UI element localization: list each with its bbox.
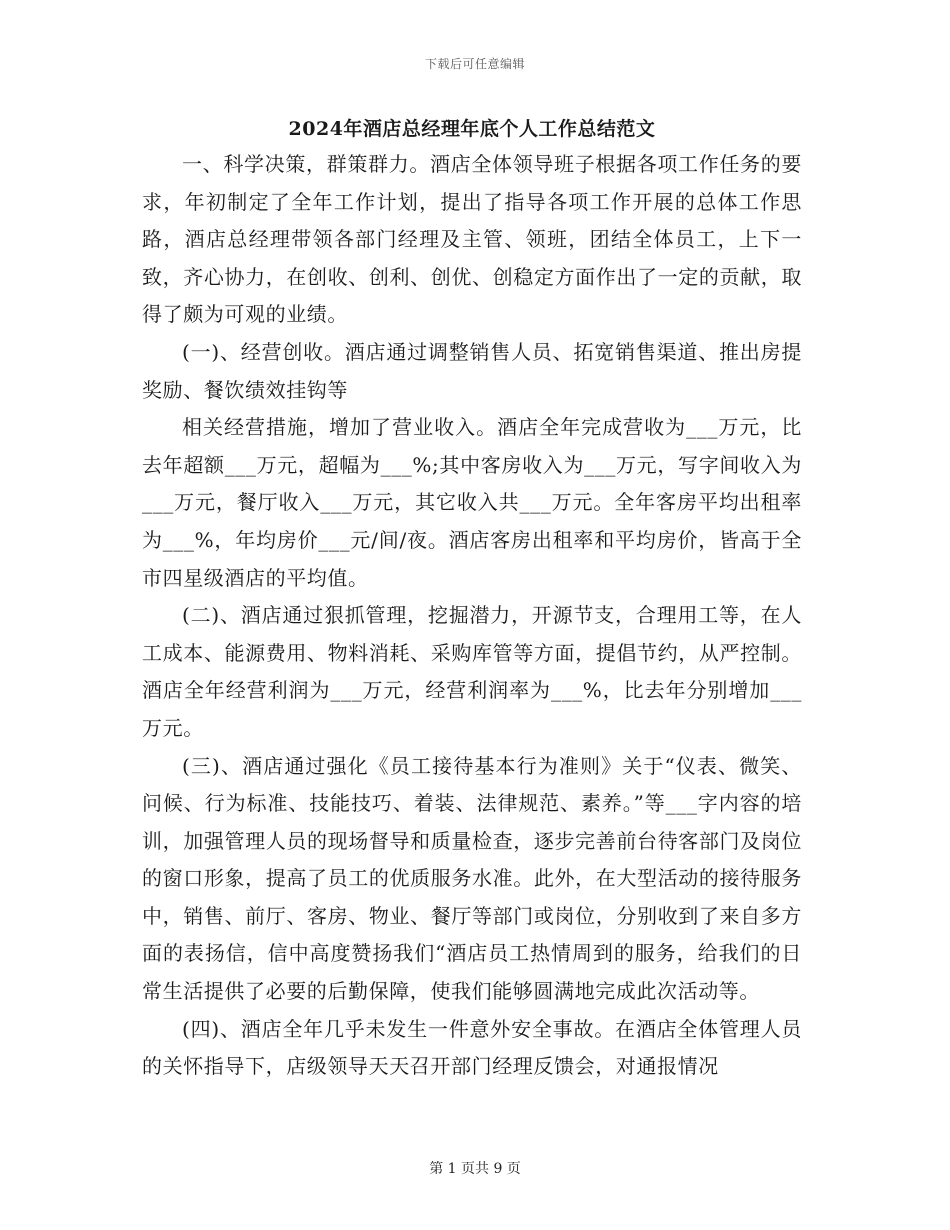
- paragraph-5: (三)、酒店通过强化《员工接待基本行为准则》关于“仪表、微笑、问候、行为标准、技能技巧、着装、法律规范、素养。”等___字内容的培训，加强管理人员的现场督导和质量检查，逐步完善前台待客部门及岗位的窗口形象，提高了员工的优质服务水准。此外，在大型活动的接待服务中，销售、前厅、客房、物业、餐厅等部门或岗位，分别收到了来自多方面的表扬信，信中高度赞扬我们“酒店员工热情周到的服务，给我们的日常生活提供了必要的后勤保障，使我们能够圆满地完成此次活动等。: [142, 753, 802, 1004]
- paragraph-6: (四)、酒店全年几乎未发生一件意外安全事故。在酒店全体管理人员的关怀指导下，店级领导天天召开部门经理反馈会，对通报情况: [142, 1016, 802, 1079]
- paragraph-1: 一、科学决策，群策群力。酒店全体领导班子根据各项工作任务的要求，年初制定了全年工作计划，提出了指导各项工作开展的总体工作思路，酒店总经理带领各部门经理及主管、领班，团结全体员工，上下一致，齐心协力，在创收、创利、创优、创稳定方面作出了一定的贡献，取得了颇为可观的业绩。: [142, 152, 802, 327]
- document-body: [142, 112, 802, 1086]
- page-number: 第 1 页共 9 页: [429, 1161, 521, 1177]
- paragraph-2: (一)、经营创收。酒店通过调整销售人员、拓宽销售渠道、推出房提奖励、餐饮绩效挂钩等: [142, 339, 802, 402]
- header-note: 下载后可任意编辑: [424, 57, 525, 71]
- document-title: 2024年酒店总经理年底个人工作总结范文: [288, 118, 656, 140]
- paragraph-4: (二)、酒店通过狠抓管理，挖掘潜力，开源节支，合理用工等，在人工成本、能源费用、物料消耗、采购库管等方面，提倡节约，从严控制。酒店全年经营利润为___万元，经营利润率为___%，比去年分别增加___万元。: [142, 603, 802, 740]
- paragraph-3: 相关经营措施，增加了营业收入。酒店全年完成营收为___万元，比去年超额___万元，超幅为___%;其中客房收入为___万元，写字间收入为___万元，餐厅收入___万元，其它收入共___万元。全年客房平均出租率为___%，年均房价___元/间/夜。酒店客房出租率和平均房价，皆高于全市四星级酒店的平均值。: [142, 415, 802, 590]
